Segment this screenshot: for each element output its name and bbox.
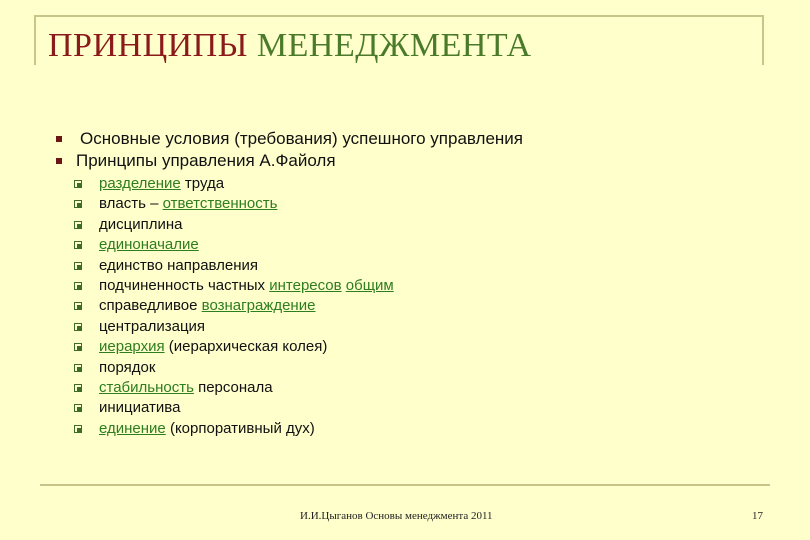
- principle-text: [99, 194, 277, 214]
- principle-link[interactable]: стабильность: [99, 378, 194, 396]
- principle-text: [99, 174, 224, 194]
- checkbox-bullet-icon: [74, 364, 82, 372]
- principle-plain-text: централизация: [99, 317, 206, 335]
- bullet-text: Принципы управления А.Файоля: [76, 151, 336, 170]
- principle-text: [99, 317, 205, 337]
- checkbox-bullet-icon: [74, 343, 82, 351]
- slide-title: [48, 26, 532, 66]
- principle-plain-text: справедливое: [99, 297, 202, 315]
- checkbox-bullet-icon: [74, 221, 82, 229]
- principle-text: [99, 235, 199, 255]
- page-number: 17: [752, 510, 763, 522]
- principle-text: [99, 398, 180, 418]
- checkbox-bullet-icon: [74, 425, 82, 433]
- principle-plain-text: власть –: [99, 195, 163, 213]
- principle-plain-text: подчиненность частных: [99, 276, 270, 294]
- footer-text: И.И.Цыганов Основы менеджмента 2011: [300, 510, 493, 522]
- footer-divider: [40, 484, 770, 486]
- principle-plain-text: инициатива: [99, 399, 181, 417]
- principle-text: [99, 296, 315, 316]
- checkbox-bullet-icon: [74, 180, 82, 188]
- principle-plain-text: единство направления: [99, 256, 259, 274]
- principle-link[interactable]: разделение: [99, 175, 181, 192]
- principle-plain-text: (корпоративный дух): [165, 419, 315, 437]
- principle-plain-text: труда: [180, 175, 225, 192]
- principle-text: [99, 276, 394, 296]
- title-part-2: МЕНЕДЖМЕНТА: [256, 27, 532, 64]
- checkbox-bullet-icon: [74, 200, 82, 208]
- principle-plain-text: дисциплина: [99, 215, 183, 233]
- principle-link[interactable]: единоначалие: [99, 236, 199, 254]
- principle-link[interactable]: единение: [99, 419, 166, 437]
- principle-link[interactable]: вознаграждение: [201, 297, 316, 315]
- principle-text: [99, 256, 258, 276]
- title-frame-top: [34, 15, 764, 17]
- principle-text: [99, 358, 155, 378]
- principle-text: [99, 337, 327, 357]
- principle-plain-text: порядок: [99, 358, 156, 376]
- checkbox-bullet-icon: [74, 262, 82, 270]
- title-frame-left: [34, 15, 36, 65]
- principle-link[interactable]: интересов: [269, 276, 342, 294]
- checkbox-bullet-icon: [74, 282, 82, 290]
- principle-text: [99, 215, 182, 235]
- square-bullet-icon: [56, 158, 62, 164]
- title-part-1: ПРИНЦИПЫ: [48, 27, 248, 64]
- bullet-text: Основные условия (требования) успешного управления: [80, 129, 524, 148]
- title-frame-right: [762, 15, 764, 65]
- principle-link[interactable]: иерархия: [99, 338, 165, 356]
- checkbox-bullet-icon: [74, 323, 82, 331]
- principle-plain-text: (иерархическая колея): [164, 338, 328, 356]
- checkbox-bullet-icon: [74, 241, 82, 249]
- checkbox-bullet-icon: [74, 404, 82, 412]
- principle-link[interactable]: общим: [345, 276, 394, 294]
- checkbox-bullet-icon: [74, 384, 82, 392]
- checkbox-bullet-icon: [74, 302, 82, 310]
- square-bullet-icon: [56, 136, 62, 142]
- principle-text: [99, 419, 315, 439]
- principle-plain-text: персонала: [193, 378, 273, 396]
- principle-text: [99, 378, 273, 398]
- principle-link[interactable]: ответственность: [162, 195, 278, 213]
